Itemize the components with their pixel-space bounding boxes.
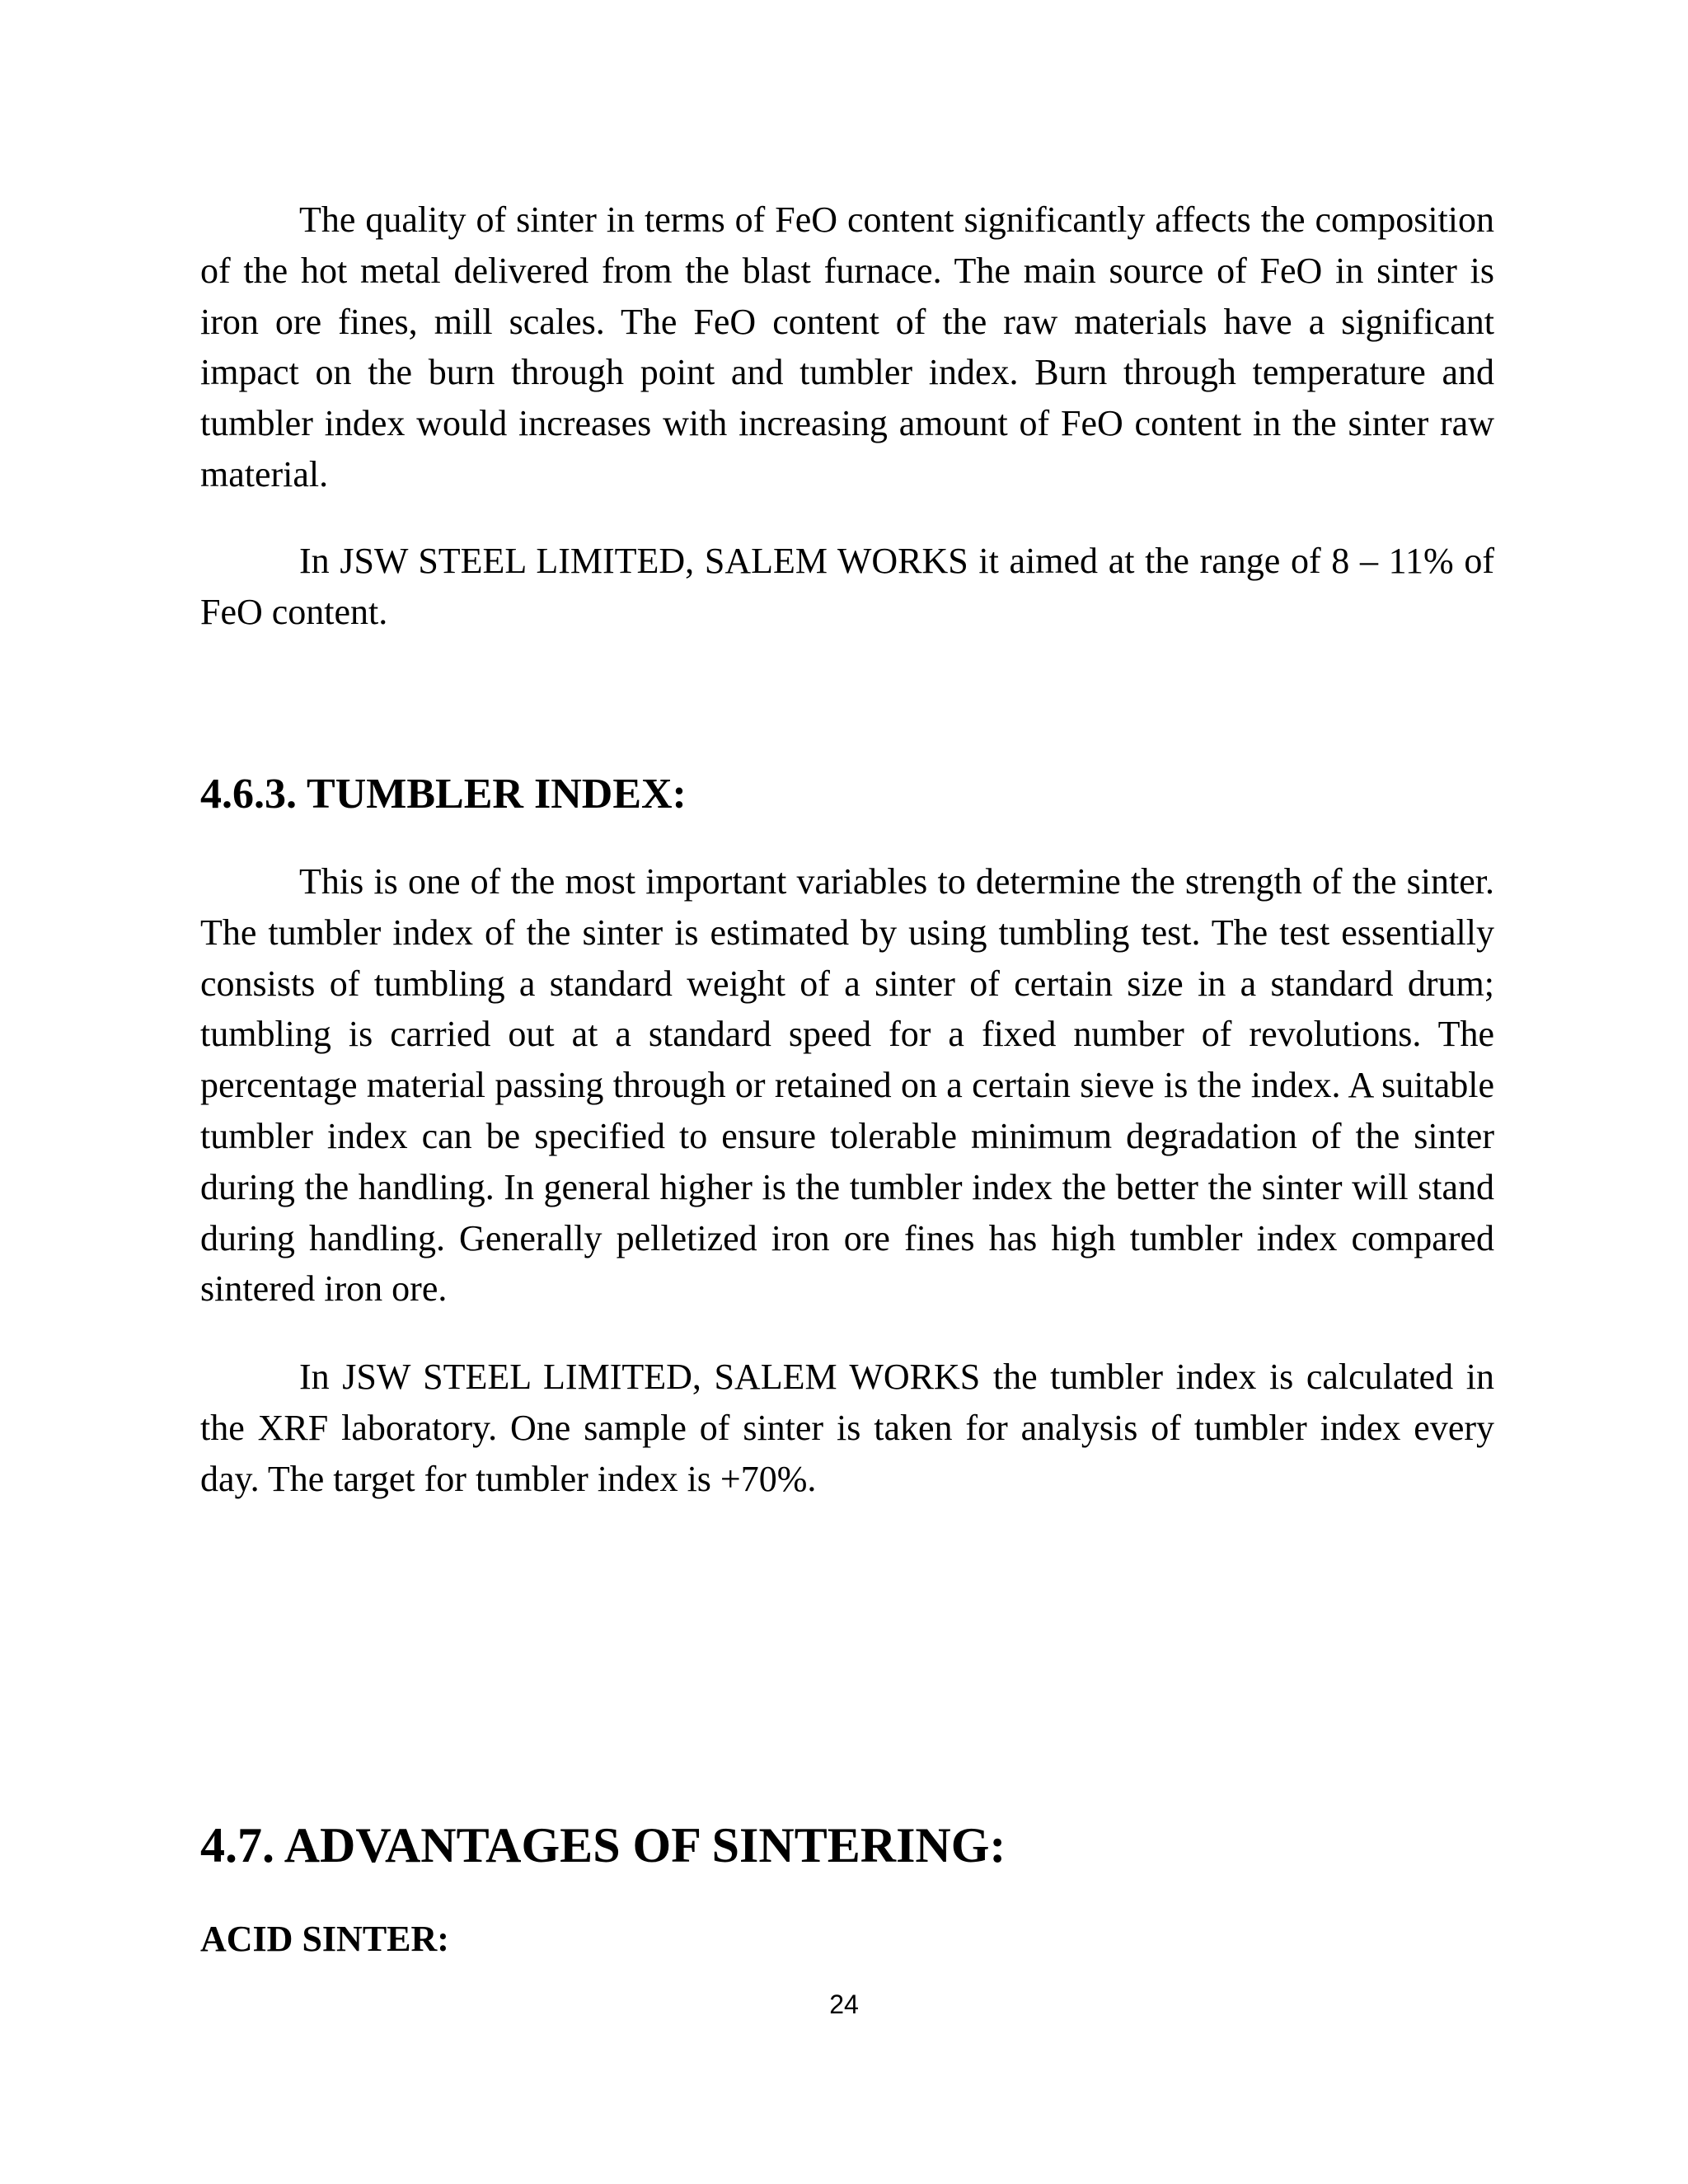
acid-sinter-heading: ACID SINTER: [200, 1919, 449, 1959]
feo-quality-paragraph: The quality of sinter in terms of FeO content significantly affects the composition of the hot metal delivered from the blast furnace. The main source of FeO in sinter is iron ore fines, mill scales. The FeO content of the raw materials have a significant impact on the burn through point and tumbler index. Burn through temperature and tumbler index would increases with increasing amount of FeO content in the sinter raw material. [200, 199, 1494, 494]
tumbler-description-paragraph: This is one of the most important variables to determine the strength of the sinter. The tumbler index of the sinter is estimated by using tumbling test. The test essentially consists of tumbling a standard weight of a sinter of certain size in a standard drum; tumbling is carried out at a standard speed for a fixed number of revolutions. The percentage material passing through or retained on a certain sieve is the index. A suitable tumbler index can be specified to ensure tolerable minimum degradation of the sinter during the handling. In general higher is the tumbler index the better the sinter will stand during handling. Generally pelletized iron ore fines has high tumbler index compared sintered iron ore. [200, 861, 1494, 1310]
advantages-heading: 4.7. ADVANTAGES OF SINTERING: [200, 1818, 1006, 1872]
tumbler-description-section [200, 856, 1494, 1315]
feo-target-paragraph: In JSW STEEL LIMITED, SALEM WORKS it aimed at the range of 8 – 11% of FeO content. [200, 541, 1494, 632]
page-number: 24 [829, 1990, 859, 2019]
advantages-heading-block [200, 1816, 1494, 1874]
feo-target-section [200, 536, 1494, 638]
tumbler-target-paragraph: In JSW STEEL LIMITED, SALEM WORKS the tumbler index is calculated in the XRF laboratory. One sample of sinter is taken for analysis of tumbler index every day. The target for tumbler index is +70%. [200, 1357, 1494, 1499]
tumbler-index-heading-block [200, 770, 1494, 819]
acid-sinter-heading-block [200, 1917, 1494, 1961]
tumbler-index-heading: 4.6.3. TUMBLER INDEX: [200, 771, 687, 818]
tumbler-target-section [200, 1352, 1494, 1504]
feo-quality-section [200, 194, 1494, 500]
